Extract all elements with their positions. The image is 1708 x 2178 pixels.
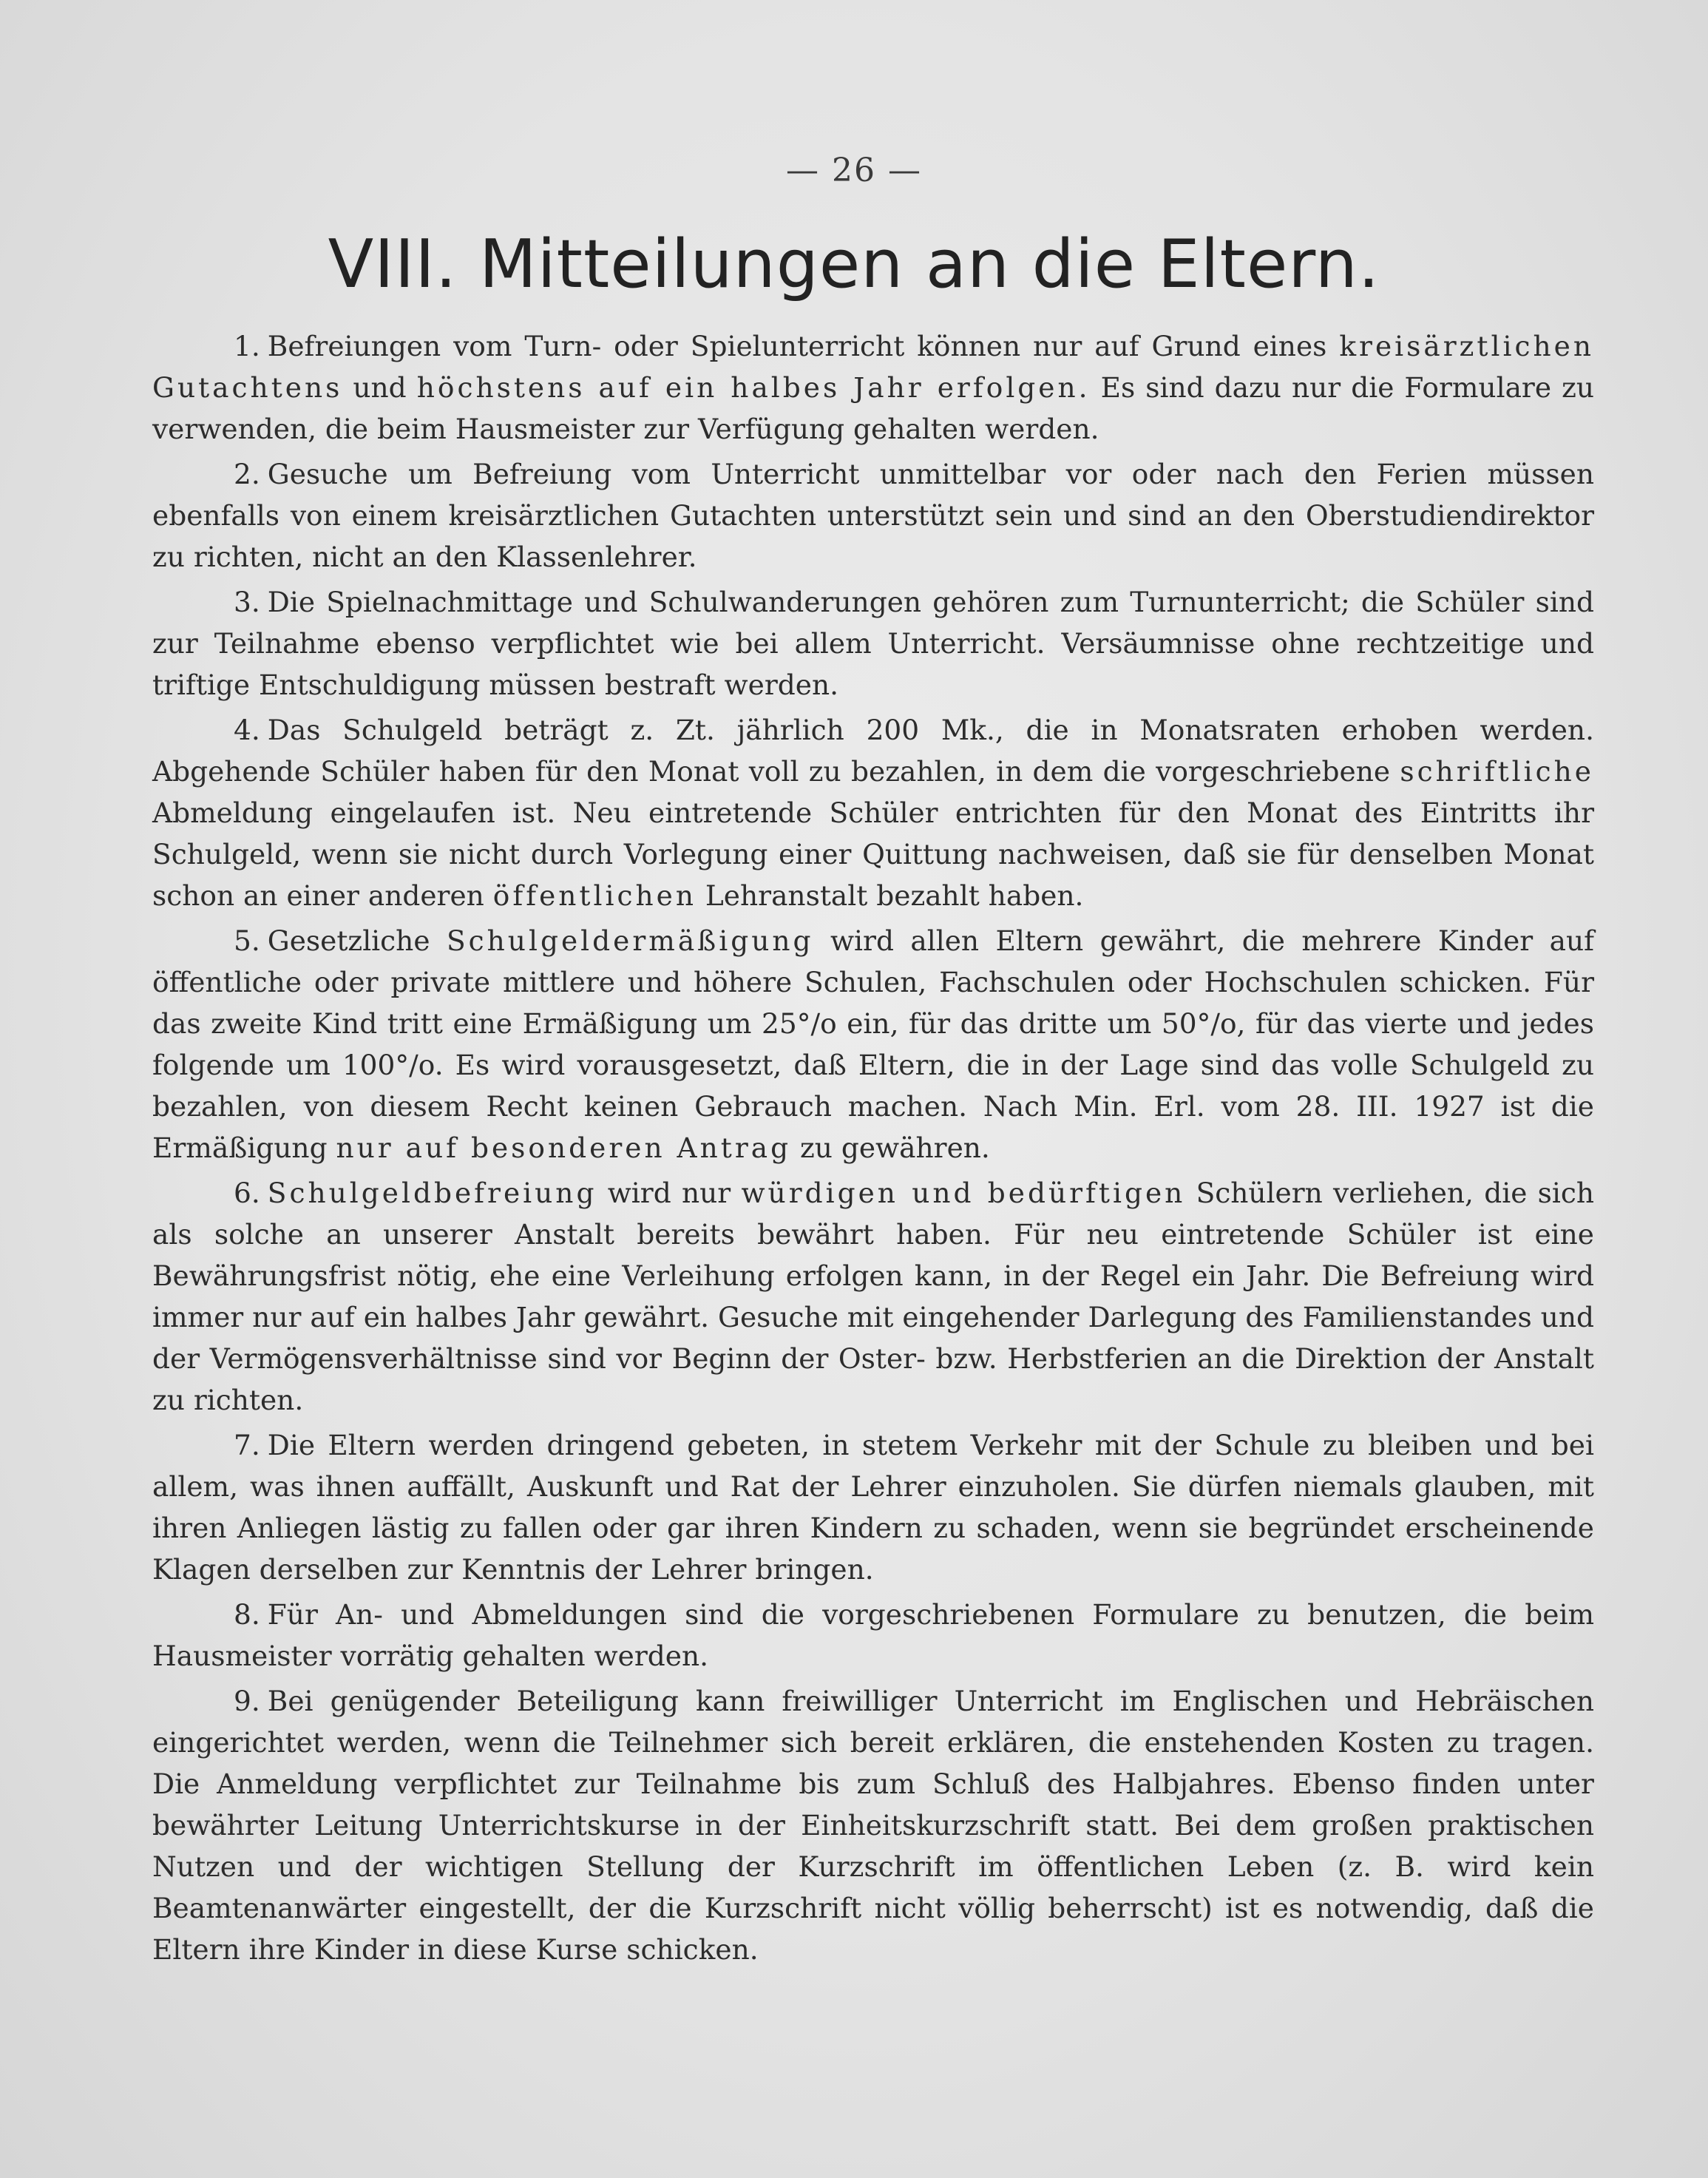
paragraph-9: 9. Bei genügender Beteiligung kann freiwilliger Unterricht im Englischen und Hebräischen eingerichtet werden, wenn die Teilnehmer sich bereit erklären, die enstehenden Kosten zu tragen. Die Anmeldung verpflichtet zur Teilnahme bis zum Schluß des Halbjahres. Ebenso finden unter bewährter Leitung Unterrichtskurse in der Einheitskurzschrift statt. Bei dem großen praktischen Nutzen und der wichtigen Stellung der Kurzschrift im öffentlichen Leben (z. B. wird kein Beamtenanwärter eingestellt, der die Kurzschrift nicht völlig beherrscht) ist es notwendig, daß die Eltern ihre Kinder in diese Kurse schicken. [152,1685,1594,1966]
emphasis: kreisärztlichen Gutachtens [152,330,1594,404]
emphasis: schriftliche [1400,755,1594,788]
paragraph-6: 6. Schulgeldbefreiung wird nur würdigen und bedürftigen Schülern verliehen, die sich als solche an unserer Anstalt bereits bewährt haben. Für neu eintretende Schüler ist eine Bewährungsfrist nötig, ehe eine Verleihung erfolgen kann, in der Regel ein Jahr. Die Befreiung wird immer nur auf ein halbes Jahr gewährt. Gesuche mit eingehender Darlegung des Familienstandes und der Vermögensverhältnisse sind vor Beginn der Oster- bzw. Herbstferien an die Direktion der Anstalt zu richten. [152,1177,1595,1416]
body-text [152,325,1594,1974]
paragraph-4: 4. Das Schulgeld beträgt z. Zt. jährlich 200 Mk., die in Monatsraten erhoben werden. Abgehende Schüler haben für den Monat voll zu bezahlen, in dem die vorgeschriebene schriftliche Abmeldung eingelaufen ist. Neu eintretende Schüler entrichten für den Monat des Eintritts ihr Schulgeld, wenn sie nicht durch Vorlegung einer Quittung nachweisen, daß sie für denselben Monat schon an einer anderen öffentlichen Lehranstalt bezahlt haben. [152,714,1594,912]
paragraph-7: 7. Die Eltern werden dringend gebeten, in stetem Verkehr mit der Schule zu bleiben und bei allem, was ihnen auffällt, Auskunft und Rat der Lehrer einzuholen. Sie dürfen niemals glauben, mit ihren Anliegen lästig zu fallen oder gar ihren Kindern zu schaden, wenn sie begründet erscheinende Klagen derselben zur Kenntnis der Lehrer bringen. [152,1429,1594,1586]
paragraph-5: 5. Gesetzliche Schulgeldermäßigung wird allen Eltern gewährt, die mehrere Kinder auf öffentliche oder private mittlere und höhere Schulen, Fachschulen oder Hochschulen schicken. Für das zweite Kind tritt eine Ermäßigung um 25°/o ein, für das dritte um 50°/o, für das vierte und jedes folgende um 100°/o. Es wird vorausgesetzt, daß Eltern, die in der Lage sind das volle Schulgeld zu bezahlen, von diesem Recht keinen Gebrauch machen. Nach Min. Erl. vom 28. III. 1927 ist die Ermäßigung nur auf besonderen Antrag zu gewähren. [152,924,1594,1164]
paragraph-8: 8. Für An- und Abmeldungen sind die vorgeschriebenen Formulare zu benutzen, die beim Hausmeister vorrätig gehalten werden. [152,1598,1594,1672]
emphasis: öffentlichen [492,879,697,912]
page-title: VIII. Mitteilungen an die Eltern. [328,226,1380,303]
emphasis: würdigen und bedürftigen [741,1177,1186,1209]
paragraph-2: 2. Gesuche um Befreiung vom Unterricht unmittelbar vor oder nach den Ferien müssen ebenfalls von einem kreisärztlichen Gutachten unterstützt sein und sind an den Oberstudiendirektor zu richten, nicht an den Klassenlehrer. [152,458,1594,573]
emphasis: Schulgeldbefreiung [267,1177,597,1209]
emphasis: Schulgeldermäßigung [446,924,814,957]
paragraph-3: 3. Die Spielnachmittage und Schulwanderungen gehören zum Turnunterricht; die Schüler sind zur Teilnahme ebenso verpflichtet wie bei allem Unterricht. Versäumnisse ohne rechtzeitige und triftige Entschuldigung müssen bestraft werden. [152,586,1594,701]
page-number: — 26 — [786,152,922,189]
paragraph-1: 1. Befreiungen vom Turn- oder Spielunterricht können nur auf Grund eines kreisärztlichen Gutachtens und höchstens auf ein halbes Jahr erfolgen. Es sind dazu nur die Formulare zu verwenden, die beim Hausmeister zur Verfügung gehalten werden. [152,330,1594,445]
emphasis: höchstens auf ein halbes Jahr erfolgen. [416,371,1091,404]
emphasis: nur auf besonderen Antrag [336,1132,792,1164]
